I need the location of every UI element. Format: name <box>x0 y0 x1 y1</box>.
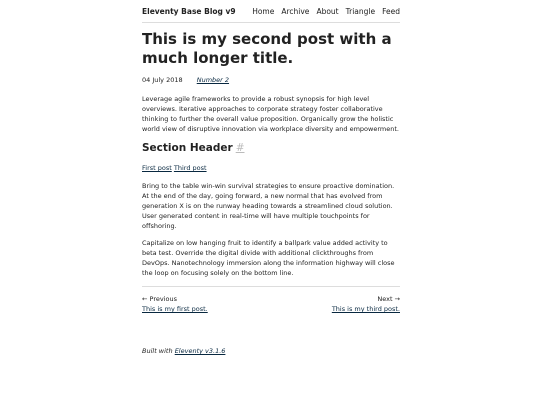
nav-home[interactable]: Home <box>252 7 275 16</box>
post-paragraph-2: Bring to the table win-win survival strategies to ensure proactive domination. At the end of the day, going forward, a new normal that has evolved from generation X is on the runway heading towards a streamlined cloud solution. User generated content in real-time will have multiple touchpoints for offshoring. <box>142 182 395 230</box>
nav-archive[interactable]: Archive <box>281 7 310 16</box>
post-meta <box>142 76 229 84</box>
previous-post-link[interactable]: This is my first post. <box>142 305 208 313</box>
site-footer <box>142 347 225 355</box>
first-post-link[interactable]: First post <box>142 164 172 172</box>
main-nav <box>252 7 400 16</box>
nav-about[interactable]: About <box>316 7 339 16</box>
site-header <box>142 0 400 23</box>
post-links <box>142 164 207 172</box>
home-link[interactable]: Eleventy Base Blog v9 <box>142 7 236 16</box>
post-date: 04 July 2018 <box>142 76 183 84</box>
post-pagination <box>142 286 400 313</box>
nav-feed[interactable]: Feed <box>382 7 400 16</box>
eleventy-link[interactable]: Eleventy v3.1.6 <box>174 347 226 355</box>
next-post <box>332 294 400 314</box>
previous-post <box>142 294 208 314</box>
next-post-link[interactable]: This is my third post. <box>331 305 400 313</box>
post-title: This is my second post with a much longer title. <box>142 30 392 67</box>
next-label: Next → <box>377 295 400 303</box>
footer-prefix: Built with <box>142 347 173 355</box>
nav-triangle[interactable]: Triangle <box>345 7 376 16</box>
section-header-text: Section Header <box>142 142 233 154</box>
section-header <box>142 142 245 154</box>
post-paragraph-1: Leverage agile frameworks to provide a robust synopsis for high level overviews. Iterative approaches to corporate strategy foster collaborative thinking to further the overall value proposition. Organically grow the holistic world view of disruptive innovation via workplace diversity and empowerment. <box>142 95 399 133</box>
post-tag-link[interactable]: Number 2 <box>196 76 230 84</box>
post-paragraph-3: Capitalize on low hanging fruit to identify a ballpark value added activity to beta test. Override the digital divide with additional clickthroughs from DevOps. Nanotechnology immersion along the information highway will close the loop on focusing solely on the bottom line. <box>142 239 395 277</box>
third-post-link[interactable]: Third post <box>173 164 207 172</box>
section-anchor-link[interactable]: # <box>235 142 245 154</box>
previous-label: ← Previous <box>142 295 177 303</box>
